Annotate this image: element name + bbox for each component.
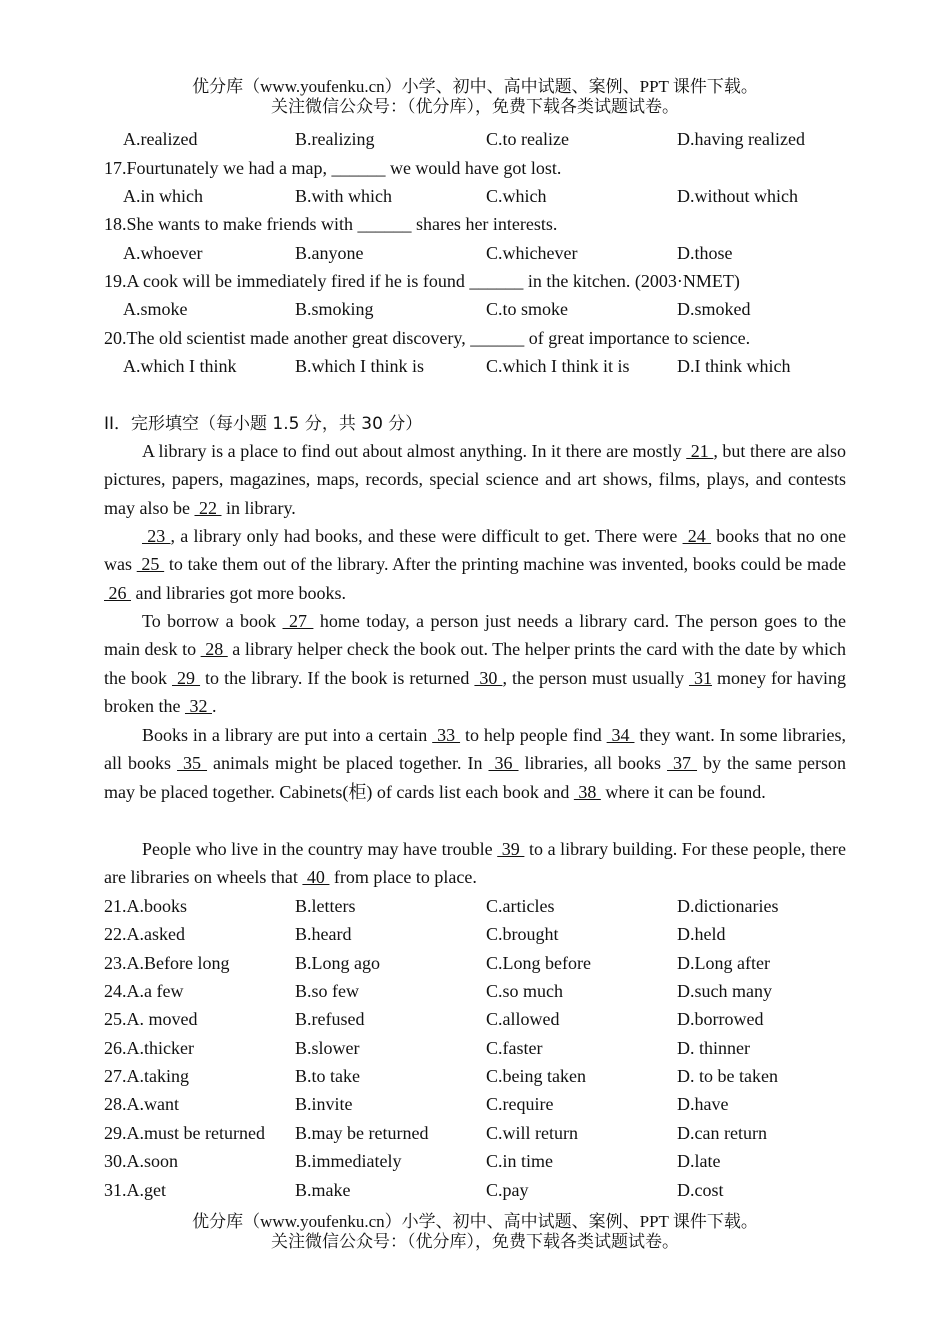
passage-paragraph-1: A library is a place to find out about almost anything. In it there are mostly 21 , but there are also pictures, papers, magazines, maps, records, special science and art shows, films, plays, and contests may also be 22 in library. (104, 441, 846, 518)
option-d: D.dictionaries (677, 896, 779, 916)
page-header (0, 77, 950, 117)
option-a: A.which I think (123, 356, 237, 376)
q17-stem: 17.Fourtunately we had a map, ______ we would have got lost. (104, 158, 562, 178)
option-a: 25.A. moved (104, 1009, 198, 1029)
option-c: C.to smoke (486, 299, 569, 319)
option-a: 28.A.want (104, 1094, 179, 1114)
blank-33: 33 (432, 725, 461, 745)
option-b: B.heard (295, 924, 352, 944)
passage-paragraph-5: People who live in the country may have trouble 39 to a library building. For these people, there are libraries on wheels that 40 from place to place. (104, 839, 847, 888)
blank-35: 35 (177, 753, 208, 774)
option-d: D.I think which (677, 356, 791, 376)
option-c: C.which (486, 186, 547, 206)
blank-37: 37 (667, 753, 698, 774)
passage-paragraph-2: 23 , a library only had books, and these were difficult to get. There were 24 books that no one was 25 to take them out of the library. After the printing machine was invented, books could be made 26 and libraries got more books. (104, 526, 846, 603)
blank-27: 27 (282, 611, 314, 631)
blank-22: 22 (194, 497, 222, 518)
blank-25: 25 (136, 554, 165, 575)
option-a: 29.A.must be returned (104, 1123, 265, 1143)
option-d: D. to be taken (677, 1066, 778, 1086)
option-a: 22.A.asked (104, 924, 185, 944)
blank-29: 29 (172, 667, 201, 688)
blank-36: 36 (488, 753, 519, 774)
option-a: 24.A.a few (104, 981, 184, 1001)
option-a: A.whoever (123, 243, 203, 263)
q19-stem: 19.A cook will be immediately fired if he is found ______ in the kitchen. (2003·NMET) (104, 271, 740, 291)
option-b: B.to take (295, 1066, 360, 1086)
option-c: C.faster (486, 1038, 543, 1058)
q18-stem: 18.She wants to make friends with ______ shares her interests. (104, 214, 558, 234)
option-d: D.Long after (677, 953, 770, 973)
blank-23: 23 (142, 526, 171, 546)
blank-30: 30 (474, 667, 503, 688)
option-a: 31.A.get (104, 1180, 166, 1200)
option-b: B.immediately (295, 1151, 402, 1171)
header-line-1: 优分库（www.youfenku.cn）小学、初中、高中试题、案例、PPT 课件下载。 (192, 77, 758, 96)
option-a: 21.A.books (104, 896, 188, 916)
option-a: 30.A.soon (104, 1151, 179, 1171)
option-c: C.whichever (486, 243, 578, 263)
option-c: C.require (486, 1094, 554, 1114)
option-d: D. thinner (677, 1038, 750, 1058)
blank-39: 39 (497, 839, 525, 859)
option-d: D.without which (677, 186, 798, 206)
blank-32: 32 (184, 696, 212, 717)
option-d: D.smoked (677, 299, 751, 319)
option-d: D.having realized (677, 129, 805, 149)
option-a: A.realized (123, 129, 198, 149)
option-b: B.Long ago (295, 953, 380, 973)
passage-paragraph-4: Books in a library are put into a certain 33 to help people find 34 they want. In some libraries, all books 35 animals might be placed together. In 36 libraries, all books 37 by the same person may be placed together. Cabinets(柜) of cards list each book and 38 where it can be found. (104, 725, 847, 802)
option-b: B.make (295, 1180, 351, 1200)
option-a: 23.A.Before long (104, 953, 230, 973)
option-c: C.being taken (486, 1066, 586, 1086)
blank-31: 31 (688, 667, 712, 688)
option-d: D.late (677, 1151, 721, 1171)
option-c: C.articles (486, 896, 555, 916)
option-d: D.borrowed (677, 1009, 764, 1029)
option-c: C.will return (486, 1123, 578, 1143)
footer-line-1: 优分库（www.youfenku.cn）小学、初中、高中试题、案例、PPT 课件下载。 (192, 1212, 758, 1231)
option-b: B.invite (295, 1094, 353, 1114)
option-b: B.smoking (295, 299, 374, 319)
option-d: D.such many (677, 981, 772, 1001)
header-line-2: 关注微信公众号：（优分库），免费下载各类试题试卷。 (271, 97, 679, 116)
footer-line-2: 关注微信公众号：（优分库），免费下载各类试题试卷。 (271, 1232, 679, 1251)
option-c: C.Long before (486, 953, 591, 973)
blank-38: 38 (573, 781, 601, 802)
page-footer (0, 1212, 950, 1252)
blank-28: 28 (200, 639, 228, 660)
option-b: B.realizing (295, 129, 375, 149)
option-a: 26.A.thicker (104, 1038, 194, 1058)
option-b: B.which I think is (295, 356, 424, 376)
option-b: B.anyone (295, 243, 364, 263)
blank-21: 21 (686, 441, 714, 461)
option-a: A.in which (123, 186, 203, 206)
option-b: B.refused (295, 1009, 365, 1029)
q20-stem: 20.The old scientist made another great discovery, ______ of great importance to science. (104, 328, 751, 348)
option-c: C.which I think it is (486, 356, 630, 376)
option-c: C.pay (486, 1180, 529, 1200)
option-c: C.allowed (486, 1009, 560, 1029)
option-b: B.so few (295, 981, 359, 1001)
option-d: D.those (677, 243, 733, 263)
section-title: II．完形填空（每小题 1.5 分，共 30 分） (104, 414, 423, 434)
option-c: C.to realize (486, 129, 569, 149)
option-d: D.have (677, 1094, 729, 1114)
option-c: C.so much (486, 981, 564, 1001)
option-b: B.may be returned (295, 1123, 429, 1143)
passage-paragraph-3: To borrow a book 27 home today, a person just needs a library card. The person goes to the main desk to 28 a library helper check the book out. The helper prints the card with the date by which the book 29 to the library. If the book is returned 30 , the person must usually 31 money for having broken the 32 . (104, 611, 847, 717)
option-a: A.smoke (123, 299, 188, 319)
blank-34: 34 (606, 725, 635, 745)
blank-24: 24 (682, 526, 712, 546)
blank-26: 26 (104, 582, 131, 603)
option-d: D.can return (677, 1123, 767, 1143)
option-d: D.held (677, 924, 726, 944)
option-a: 27.A.taking (104, 1066, 189, 1086)
blank-40: 40 (302, 867, 330, 888)
option-b: B.slower (295, 1038, 360, 1058)
option-b: B.letters (295, 896, 356, 916)
option-c: C.brought (486, 924, 559, 944)
option-d: D.cost (677, 1180, 724, 1200)
option-b: B.with which (295, 186, 392, 206)
option-c: C.in time (486, 1151, 553, 1171)
